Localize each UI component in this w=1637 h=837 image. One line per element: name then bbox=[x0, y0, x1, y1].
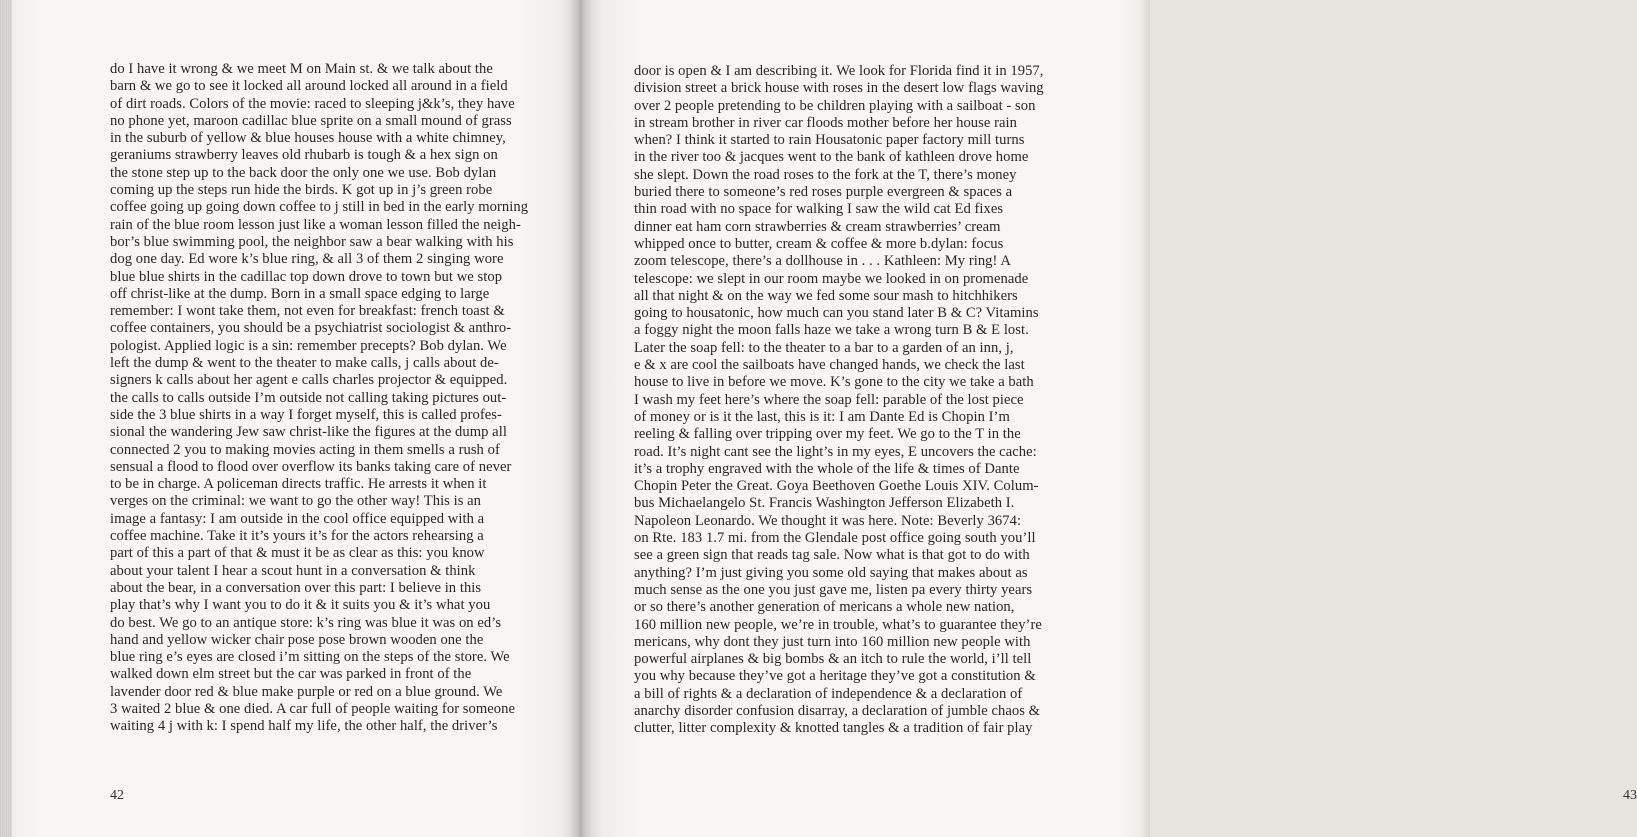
text-line: all that night & on the way we fed some sour mash to hitchhikers bbox=[634, 287, 1018, 304]
text-line: off christ-like at the dump. Born in a small space edging to large bbox=[110, 285, 490, 302]
right-page-body bbox=[634, 63, 1044, 738]
text-line: 3 waited 2 blue & one died. A car full of people waiting for someone bbox=[110, 700, 516, 717]
text-line: verges on the criminal: we want to go the other way! This is an bbox=[110, 493, 482, 510]
text-line: anything? I’m just giving you some old saying that makes about as bbox=[634, 564, 1028, 581]
text-line: or so there’s another generation of mericans a whole new nation, bbox=[634, 599, 1015, 616]
text-line: rain of the blue room lesson just like a woman lesson filled the neigh- bbox=[110, 216, 521, 233]
left-page bbox=[0, 0, 580, 837]
text-line: house to live in before we move. K’s gone to the city we take a bath bbox=[634, 374, 1034, 391]
text-line: Chopin Peter the Great. Goya Beethoven Goethe Louis XIV. Colum- bbox=[634, 478, 1039, 495]
text-line: hand and yellow wicker chair pose pose brown wooden one the bbox=[110, 631, 484, 648]
text-line: about the bear, in a conversation over this part: I believe in this bbox=[110, 579, 482, 596]
text-line: powerful airplanes & big bombs & an itch to rule the world, i’ll tell bbox=[634, 651, 1032, 668]
text-line: blue blue shirts in the cadillac top down drove to town but we stop bbox=[110, 268, 503, 285]
text-line: to be in charge. A policeman directs traffic. He arrests it when it bbox=[110, 476, 487, 493]
text-line: do best. We go to an antique store: k’s ring was blue it was on ed’s bbox=[110, 614, 502, 631]
text-line: road. It’s night cant see the light’s in my eyes, E uncovers the cache: bbox=[634, 443, 1037, 460]
text-line: coffee containers, you should be a psychiatrist sociologist & anthro- bbox=[110, 320, 512, 337]
text-line: going to housatonic, how much can you stand later B & C? Vitamins bbox=[634, 305, 1039, 322]
text-line: on Rte. 183 1.7 mi. from the Glendale post office going south you’ll bbox=[634, 530, 1036, 547]
text-line: it’s a trophy engraved with the whole of the life & times of Dante bbox=[634, 460, 1020, 477]
text-line: do I have it wrong & we meet M on Main st. & we talk about the bbox=[110, 61, 493, 77]
text-line: telescope: we slept in our room maybe we looked in on promenade bbox=[634, 270, 1029, 287]
text-line: signers k calls about her agent e calls charles projector & equipped. bbox=[110, 372, 508, 389]
text-line: waiting 4 j with k: I spend half my life, the other half, the driver’s bbox=[110, 718, 498, 735]
text-line: 160 million new people, we’re in trouble, what’s to guarantee they’re bbox=[634, 616, 1042, 633]
page-edges bbox=[0, 0, 12, 837]
text-line: of money or is it the last, this is it: I am Dante Ed is Chopin I’m bbox=[634, 408, 1010, 425]
text-line: e & x are cool the sailboats have changed hands, we check the last bbox=[634, 357, 1025, 374]
text-line: she slept. Down the road roses to the fork at the T, there’s money bbox=[634, 166, 1017, 183]
text-line: barn & we go to see it locked all around locked all around in a field bbox=[110, 78, 508, 95]
text-line: coffee machine. Take it it’s yours it’s for the actors rehearsing a bbox=[110, 528, 484, 545]
text-line: division street a brick house with roses in the desert low flags waving bbox=[634, 80, 1044, 97]
left-page-body bbox=[110, 61, 528, 736]
text-line: over 2 people pretending to be children playing with a sailboat - son bbox=[634, 97, 1036, 114]
text-line: when? I think it started to rain Housatonic paper factory mill turns bbox=[634, 132, 1025, 149]
text-line: of dirt roads. Colors of the movie: raced to sleeping j&k’s, they have bbox=[110, 95, 515, 112]
text-line: play that’s why I want you to do it & it suits you & it’s what you bbox=[110, 597, 491, 614]
text-line: clutter, litter complexity & knotted tangles & a tradition of fair play bbox=[634, 720, 1033, 737]
text-line: about your talent I hear a scout hunt in a conversation & think bbox=[110, 562, 476, 579]
text-line: sional the wandering Jew saw christ-like the figures at the dump all bbox=[110, 424, 507, 441]
text-line: zoom telescope, there’s a dollhouse in . . . Kathleen: My ring! A bbox=[634, 253, 1011, 270]
text-line: blue ring e’s eyes are closed i’m sitting on the steps of the store. We bbox=[110, 649, 510, 666]
text-line: walked down elm street but the car was parked in front of the bbox=[110, 666, 472, 683]
text-line: anarchy disorder confusion disarray, a declaration of jumble chaos & bbox=[634, 702, 1041, 719]
text-line: a foggy night the moon falls haze we take a wrong turn B & E lost. bbox=[634, 322, 1029, 339]
text-line: see a green sign that reads tag sale. Now what is that got to do with bbox=[634, 547, 1030, 564]
text-line: dinner eat ham corn strawberries & cream strawberries’ cream bbox=[634, 218, 1001, 235]
text-line: much sense as the one you just gave me, listen pa every thirty years bbox=[634, 581, 1033, 598]
text-line: bor’s blue swimming pool, the neighbor saw a bear walking with his bbox=[110, 233, 514, 250]
text-line: a bill of rights & a declaration of independence & a declaration of bbox=[634, 685, 1023, 702]
text-line: Later the soap fell: to the theater to a bar to a garden of an inn, j, bbox=[634, 339, 1014, 356]
text-line: I wash my feet here’s where the soap fell: parable of the lost piece bbox=[634, 391, 1024, 408]
text-line: reeling & falling over tripping over my feet. We go to the T in the bbox=[634, 426, 1021, 443]
text-line: pologist. Applied logic is a sin: remember precepts? Bob dylan. We bbox=[110, 337, 507, 354]
text-line: left the dump & went to the theater to make calls, j calls about de- bbox=[110, 355, 499, 372]
text-line: dog one day. Ed wore k’s blue ring, & all 3 of them 2 singing wore bbox=[110, 251, 504, 268]
text-line: you why because they’ve got a heritage they’ve got a constitution & bbox=[634, 668, 1036, 685]
text-line: no phone yet, maroon cadillac blue sprite on a small mound of grass bbox=[110, 112, 512, 129]
text-line: remember: I wont take them, not even for breakfast: french toast & bbox=[110, 303, 505, 320]
text-line: sensual a flood to flood over overflow its banks taking care of never bbox=[110, 458, 512, 475]
text-line: coffee going up going down coffee to j still in bed in the early morning bbox=[110, 199, 529, 216]
text-line: in the river too & jacques went to the bank of kathleen drove home bbox=[634, 149, 1029, 166]
text-line: thin road with no space for walking I saw the wild cat Ed fixes bbox=[634, 201, 1004, 218]
text-line: mericans, why dont they just turn into 160 million new people with bbox=[634, 633, 1031, 650]
right-page-number: 43 bbox=[1623, 788, 1637, 803]
book-gutter bbox=[568, 0, 592, 837]
left-page-number: 42 bbox=[110, 788, 124, 803]
text-line: image a fantasy: I am outside in the cool office equipped with a bbox=[110, 510, 485, 527]
text-line: buried there to someone’s red roses purple evergreen & spaces a bbox=[634, 184, 1013, 201]
text-line: coming up the steps run hide the birds. K got up in j’s green robe bbox=[110, 182, 493, 199]
text-line: the calls to calls outside I’m outside not calling taking pictures out- bbox=[110, 389, 507, 406]
text-line: door is open & I am describing it. We look for Florida find it in 1957, bbox=[634, 63, 1044, 79]
text-line: in the suburb of yellow & blue houses house with a white chimney, bbox=[110, 130, 506, 147]
text-line: part of this a part of that & must it be as clear as this: you know bbox=[110, 545, 485, 562]
text-line: in stream brother in river car floods mother before her house rain bbox=[634, 114, 1018, 131]
text-line: whipped once to butter, cream & coffee & more b.dylan: focus bbox=[634, 235, 1004, 252]
text-line: geraniums strawberry leaves old rhubarb is tough & a hex sign on bbox=[110, 147, 498, 164]
text-line: bus Michaelangelo St. Francis Washington Jefferson Elizabeth I. bbox=[634, 495, 1015, 512]
text-line: lavender door red & blue make purple or red on a blue ground. We bbox=[110, 683, 503, 700]
text-line: connected 2 you to making movies acting in them smells a rush of bbox=[110, 441, 500, 458]
text-line: the stone step up to the back door the only one we use. Bob dylan bbox=[110, 164, 497, 181]
text-line: side the 3 blue shirts in a way I forget myself, this is called profes- bbox=[110, 406, 502, 423]
text-line: Napoleon Leonardo. We thought it was here. Note: Beverly 3674: bbox=[634, 512, 1022, 529]
